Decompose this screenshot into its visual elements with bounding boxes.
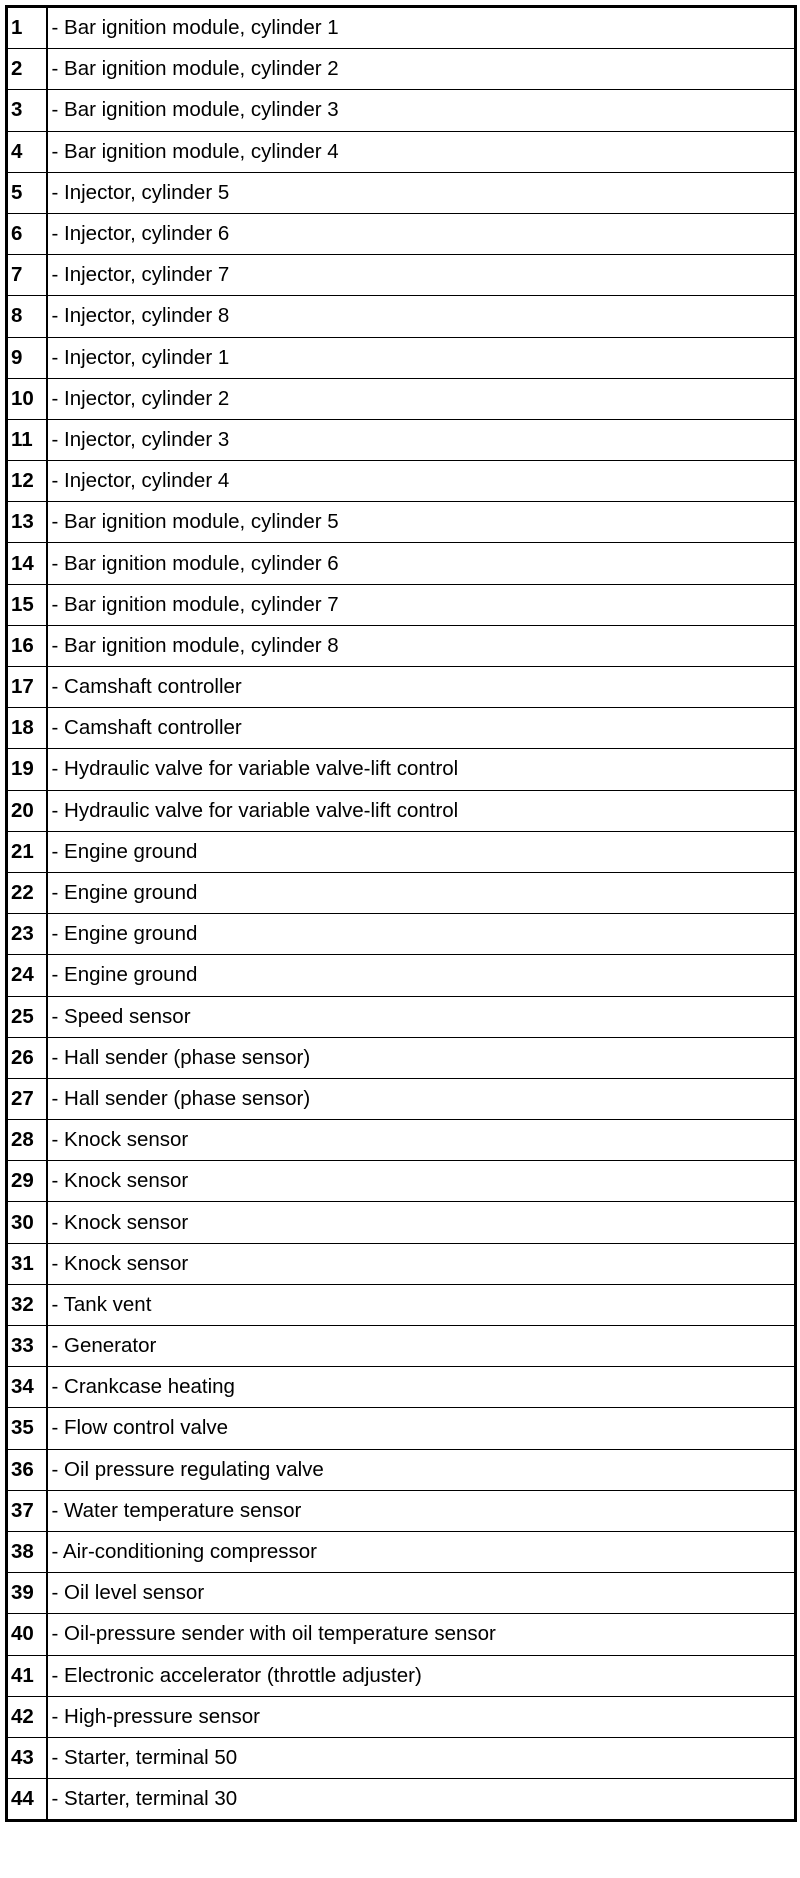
row-description: - Starter, terminal 30 xyxy=(47,1779,796,1821)
row-description: - Oil level sensor xyxy=(47,1573,796,1614)
row-description: - Water temperature sensor xyxy=(47,1490,796,1531)
table-row xyxy=(7,1161,796,1202)
table-row xyxy=(7,1655,796,1696)
row-number: 15 xyxy=(7,584,47,625)
row-number: 26 xyxy=(7,1037,47,1078)
row-number: 37 xyxy=(7,1490,47,1531)
row-number: 36 xyxy=(7,1449,47,1490)
table-row xyxy=(7,584,796,625)
table-row xyxy=(7,543,796,584)
row-description: - Hall sender (phase sensor) xyxy=(47,1037,796,1078)
row-description: - Camshaft controller xyxy=(47,708,796,749)
row-number: 10 xyxy=(7,378,47,419)
table-row xyxy=(7,255,796,296)
row-number: 20 xyxy=(7,790,47,831)
row-description: - Hall sender (phase sensor) xyxy=(47,1078,796,1119)
row-description: - Oil pressure regulating valve xyxy=(47,1449,796,1490)
table-row xyxy=(7,1779,796,1821)
row-description: - Starter, terminal 50 xyxy=(47,1737,796,1778)
table-row xyxy=(7,914,796,955)
table-row xyxy=(7,49,796,90)
table-row xyxy=(7,337,796,378)
row-number: 32 xyxy=(7,1284,47,1325)
row-number: 2 xyxy=(7,49,47,90)
legend-table-body xyxy=(7,7,796,1821)
row-description: - Camshaft controller xyxy=(47,667,796,708)
row-description: - Bar ignition module, cylinder 5 xyxy=(47,502,796,543)
row-number: 39 xyxy=(7,1573,47,1614)
table-row xyxy=(7,1737,796,1778)
table-row xyxy=(7,996,796,1037)
row-description: - Knock sensor xyxy=(47,1202,796,1243)
row-description: - Bar ignition module, cylinder 6 xyxy=(47,543,796,584)
table-row xyxy=(7,296,796,337)
table-row xyxy=(7,378,796,419)
row-description: - Injector, cylinder 3 xyxy=(47,419,796,460)
row-description: - Knock sensor xyxy=(47,1120,796,1161)
table-row xyxy=(7,1490,796,1531)
row-description: - Knock sensor xyxy=(47,1161,796,1202)
row-number: 25 xyxy=(7,996,47,1037)
table-row xyxy=(7,749,796,790)
row-description: - Bar ignition module, cylinder 4 xyxy=(47,131,796,172)
row-description: - Injector, cylinder 4 xyxy=(47,461,796,502)
table-row xyxy=(7,872,796,913)
row-number: 6 xyxy=(7,213,47,254)
table-row xyxy=(7,1243,796,1284)
row-description: - Injector, cylinder 1 xyxy=(47,337,796,378)
row-number: 19 xyxy=(7,749,47,790)
row-number: 44 xyxy=(7,1779,47,1821)
table-row xyxy=(7,667,796,708)
row-number: 5 xyxy=(7,172,47,213)
row-number: 13 xyxy=(7,502,47,543)
row-description: - Engine ground xyxy=(47,831,796,872)
row-number: 21 xyxy=(7,831,47,872)
row-number: 42 xyxy=(7,1696,47,1737)
row-number: 1 xyxy=(7,7,47,49)
row-number: 11 xyxy=(7,419,47,460)
row-number: 30 xyxy=(7,1202,47,1243)
row-number: 23 xyxy=(7,914,47,955)
table-row xyxy=(7,955,796,996)
table-row xyxy=(7,1696,796,1737)
table-row xyxy=(7,90,796,131)
row-number: 16 xyxy=(7,625,47,666)
table-row xyxy=(7,1120,796,1161)
row-description: - Oil-pressure sender with oil temperature sensor xyxy=(47,1614,796,1655)
table-row xyxy=(7,502,796,543)
row-number: 22 xyxy=(7,872,47,913)
row-number: 3 xyxy=(7,90,47,131)
row-number: 29 xyxy=(7,1161,47,1202)
row-description: - Bar ignition module, cylinder 8 xyxy=(47,625,796,666)
row-description: - Injector, cylinder 2 xyxy=(47,378,796,419)
row-number: 40 xyxy=(7,1614,47,1655)
row-description: - Air-conditioning compressor xyxy=(47,1531,796,1572)
row-number: 33 xyxy=(7,1326,47,1367)
table-row xyxy=(7,1037,796,1078)
table-row xyxy=(7,1202,796,1243)
table-row xyxy=(7,1326,796,1367)
row-description: - Engine ground xyxy=(47,872,796,913)
table-row xyxy=(7,419,796,460)
table-row xyxy=(7,1614,796,1655)
row-description: - Hydraulic valve for variable valve-lift control xyxy=(47,749,796,790)
row-number: 14 xyxy=(7,543,47,584)
row-description: - Engine ground xyxy=(47,955,796,996)
row-number: 9 xyxy=(7,337,47,378)
row-number: 7 xyxy=(7,255,47,296)
row-number: 43 xyxy=(7,1737,47,1778)
row-number: 38 xyxy=(7,1531,47,1572)
row-description: - Generator xyxy=(47,1326,796,1367)
row-description: - Electronic accelerator (throttle adjuster) xyxy=(47,1655,796,1696)
table-row xyxy=(7,1078,796,1119)
table-row xyxy=(7,790,796,831)
table-row xyxy=(7,1531,796,1572)
table-row xyxy=(7,461,796,502)
table-row xyxy=(7,1367,796,1408)
row-number: 34 xyxy=(7,1367,47,1408)
component-legend-table xyxy=(5,5,797,1822)
row-description: - Injector, cylinder 6 xyxy=(47,213,796,254)
table-row xyxy=(7,213,796,254)
row-description: - Tank vent xyxy=(47,1284,796,1325)
table-row xyxy=(7,1449,796,1490)
row-number: 24 xyxy=(7,955,47,996)
row-description: - Injector, cylinder 7 xyxy=(47,255,796,296)
row-number: 4 xyxy=(7,131,47,172)
row-description: - Bar ignition module, cylinder 1 xyxy=(47,7,796,49)
row-number: 35 xyxy=(7,1408,47,1449)
row-description: - Flow control valve xyxy=(47,1408,796,1449)
table-row xyxy=(7,625,796,666)
row-description: - Hydraulic valve for variable valve-lift control xyxy=(47,790,796,831)
row-description: - Knock sensor xyxy=(47,1243,796,1284)
row-number: 27 xyxy=(7,1078,47,1119)
row-number: 28 xyxy=(7,1120,47,1161)
table-row xyxy=(7,7,796,49)
row-number: 8 xyxy=(7,296,47,337)
row-description: - Bar ignition module, cylinder 7 xyxy=(47,584,796,625)
row-number: 18 xyxy=(7,708,47,749)
table-row xyxy=(7,1284,796,1325)
row-number: 41 xyxy=(7,1655,47,1696)
row-description: - Engine ground xyxy=(47,914,796,955)
row-description: - Speed sensor xyxy=(47,996,796,1037)
row-number: 31 xyxy=(7,1243,47,1284)
row-description: - High-pressure sensor xyxy=(47,1696,796,1737)
table-row xyxy=(7,1408,796,1449)
table-row xyxy=(7,131,796,172)
row-description: - Bar ignition module, cylinder 3 xyxy=(47,90,796,131)
row-description: - Crankcase heating xyxy=(47,1367,796,1408)
row-number: 17 xyxy=(7,667,47,708)
table-row xyxy=(7,172,796,213)
row-number: 12 xyxy=(7,461,47,502)
table-row xyxy=(7,1573,796,1614)
row-description: - Injector, cylinder 5 xyxy=(47,172,796,213)
row-description: - Injector, cylinder 8 xyxy=(47,296,796,337)
table-row xyxy=(7,831,796,872)
table-row xyxy=(7,708,796,749)
row-description: - Bar ignition module, cylinder 2 xyxy=(47,49,796,90)
